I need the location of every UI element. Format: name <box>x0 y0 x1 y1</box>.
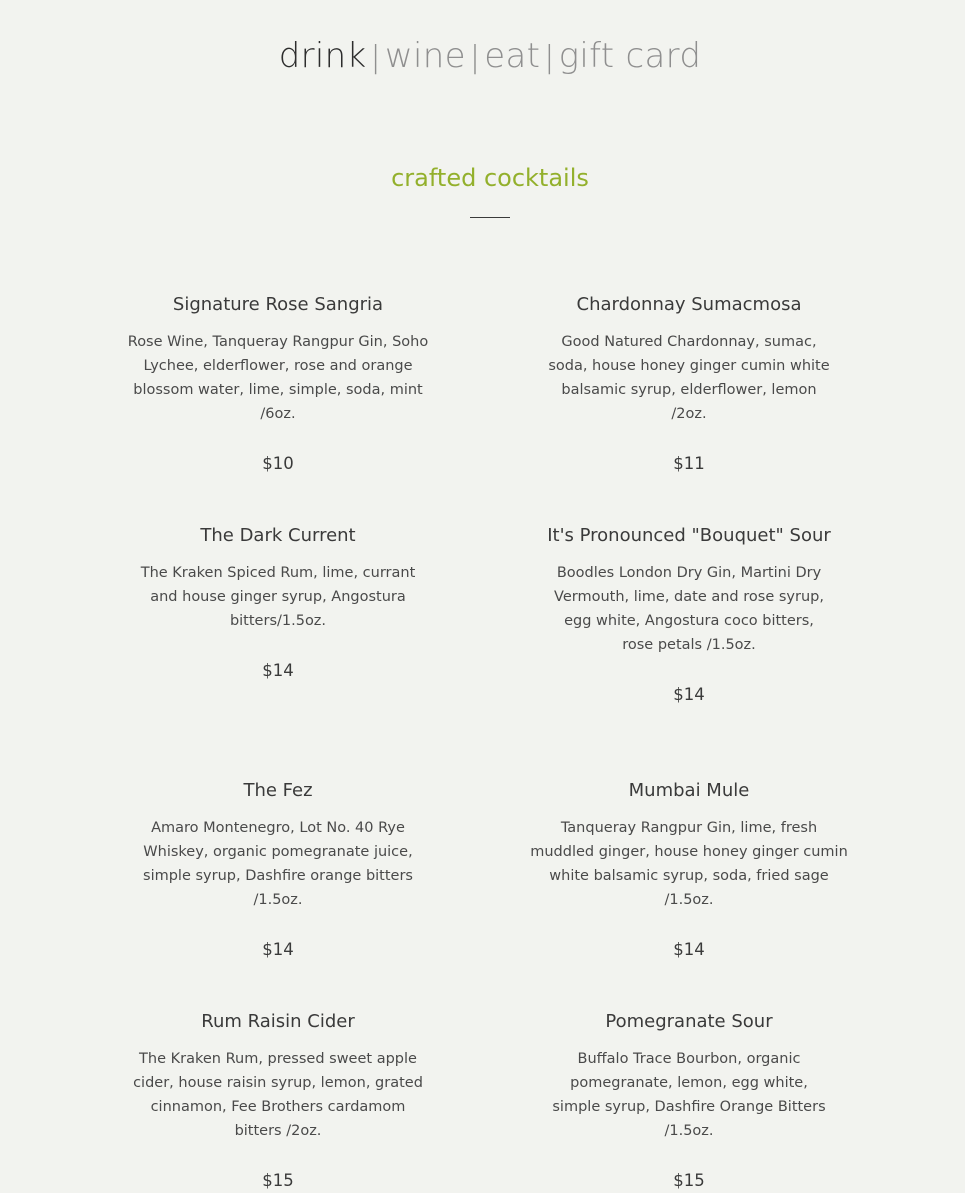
cocktail-price: $15 <box>262 1171 294 1190</box>
cocktail-name: The Fez <box>243 780 313 801</box>
section-title: crafted cocktails <box>391 164 589 192</box>
nav-drink-link[interactable]: drink <box>278 36 367 76</box>
cocktail-item <box>529 1010 849 1193</box>
cocktail-price: $14 <box>262 661 294 680</box>
nav-separator: | <box>370 40 381 75</box>
cocktail-item <box>529 524 849 707</box>
cocktail-description: Rose Wine, Tanqueray Rangpur Gin, Soho Lychee, elderflower, rose and orange blossom water, lime, simple, soda, mint /6oz. <box>127 334 429 422</box>
cocktail-name: It's Pronounced "Bouquet" Sour <box>547 525 831 546</box>
cocktail-item <box>118 779 438 962</box>
cocktail-item <box>118 293 438 476</box>
cocktail-description: Boodles London Dry Gin, Martini Dry Vermouth, lime, date and rose syrup, egg white, Angostura coco bitters, rose petals /1.5oz. <box>554 565 824 653</box>
cocktail-description: Buffalo Trace Bourbon, organic pomegranate, lemon, egg white, simple syrup, Dashfire Orange Bitters /1.5oz. <box>552 1051 826 1139</box>
cocktail-description: Good Natured Chardonnay, sumac, soda, house honey ginger cumin white balsamic syrup, elderflower, lemon /2oz. <box>548 334 830 422</box>
cocktail-name: Chardonnay Sumacmosa <box>576 294 802 315</box>
cocktail-item <box>118 1010 438 1193</box>
cocktail-price: $14 <box>673 685 705 704</box>
cocktail-name: Signature Rose Sangria <box>172 294 384 315</box>
section-divider <box>470 217 510 218</box>
cocktail-name: Mumbai Mule <box>628 780 750 801</box>
cocktail-item <box>529 293 849 476</box>
nav-separator: | <box>544 40 555 75</box>
cocktail-name: Rum Raisin Cider <box>201 1011 355 1032</box>
cocktail-item <box>529 779 849 962</box>
cocktail-price: $11 <box>673 454 705 473</box>
cocktail-price: $14 <box>262 940 294 959</box>
cocktail-price: $15 <box>673 1171 705 1190</box>
cocktail-description: The Kraken Rum, pressed sweet apple cider, house raisin syrup, lemon, grated cinnamon, Fee Brothers cardamom bitters /2oz. <box>133 1051 423 1139</box>
cocktail-price: $10 <box>262 454 294 473</box>
cocktail-item <box>118 524 438 683</box>
nav-gift-card-link[interactable]: gift card <box>558 36 702 76</box>
cocktail-description: Tanqueray Rangpur Gin, lime, fresh muddled ginger, house honey ginger cumin white balsamic syrup, soda, fried sage /1.5oz. <box>530 820 848 908</box>
nav-separator: | <box>469 40 481 75</box>
nav-eat-link[interactable]: eat <box>484 36 541 76</box>
cocktail-price: $14 <box>673 940 705 959</box>
top-navigation <box>0 36 965 76</box>
nav-wine-link[interactable]: wine <box>384 36 466 76</box>
cocktail-name: Pomegranate Sour <box>605 1011 773 1032</box>
cocktail-name: The Dark Current <box>200 525 356 546</box>
cocktail-description: Amaro Montenegro, Lot No. 40 Rye Whiskey, organic pomegranate juice, simple syrup, Dashfire orange bitters /1.5oz. <box>143 820 413 908</box>
cocktail-description: The Kraken Spiced Rum, lime, currant and house ginger syrup, Angostura bitters/1.5oz. <box>140 565 416 629</box>
